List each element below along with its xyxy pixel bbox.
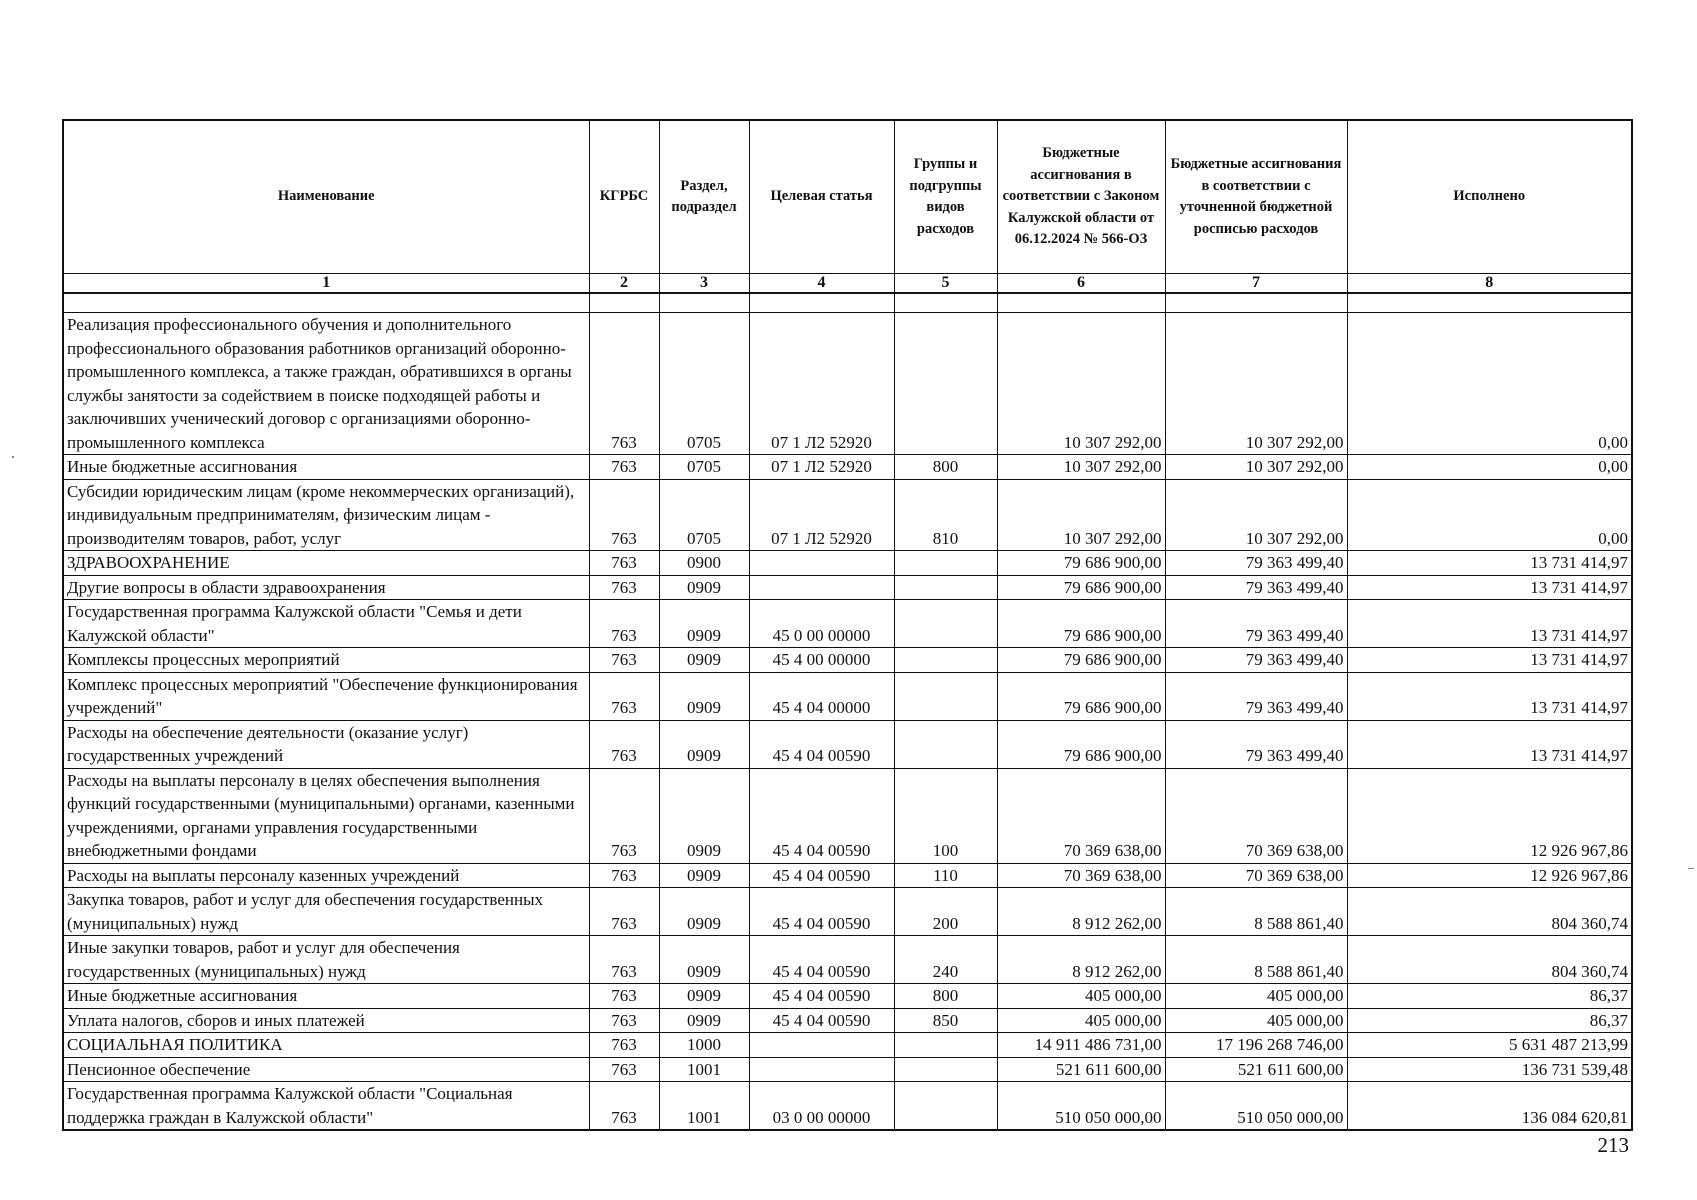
row-section: 0909	[659, 768, 749, 863]
row-target: 03 0 00 00000	[749, 1082, 894, 1131]
row-refined-allocation: 70 369 638,00	[1165, 863, 1347, 888]
row-kgrbs: 763	[589, 600, 659, 648]
row-law-allocation: 79 686 900,00	[997, 600, 1165, 648]
row-name: Субсидии юридическим лицам (кроме некоммерческих организаций), индивидуальным предпринимателям, физическим лицам - производителям товаров, работ, услуг	[63, 479, 589, 551]
row-section: 0705	[659, 313, 749, 455]
row-law-allocation: 510 050 000,00	[997, 1082, 1165, 1131]
table-row	[63, 768, 1632, 863]
column-number: 1	[63, 274, 589, 294]
row-law-allocation: 405 000,00	[997, 984, 1165, 1009]
row-refined-allocation: 79 363 499,40	[1165, 648, 1347, 673]
row-kgrbs: 763	[589, 768, 659, 863]
row-law-allocation: 10 307 292,00	[997, 455, 1165, 480]
row-refined-allocation: 521 611 600,00	[1165, 1057, 1347, 1082]
row-executed: 136 084 620,81	[1347, 1082, 1632, 1131]
row-target: 45 4 04 00590	[749, 984, 894, 1009]
row-refined-allocation: 10 307 292,00	[1165, 455, 1347, 480]
row-refined-allocation: 79 363 499,40	[1165, 672, 1347, 720]
row-section: 0900	[659, 551, 749, 576]
row-target	[749, 575, 894, 600]
row-section: 0909	[659, 1008, 749, 1033]
row-section: 0909	[659, 888, 749, 936]
table-row	[63, 1082, 1632, 1131]
row-law-allocation: 79 686 900,00	[997, 575, 1165, 600]
column-number: 4	[749, 274, 894, 294]
row-law-allocation: 521 611 600,00	[997, 1057, 1165, 1082]
header-group: Группы и подгруппы видов расходов	[894, 120, 997, 274]
row-section: 0909	[659, 648, 749, 673]
row-executed: 13 731 414,97	[1347, 648, 1632, 673]
row-name: Уплата налогов, сборов и иных платежей	[63, 1008, 589, 1033]
row-executed: 12 926 967,86	[1347, 768, 1632, 863]
row-name: Иные бюджетные ассигнования	[63, 984, 589, 1009]
column-number: 5	[894, 274, 997, 294]
row-refined-allocation: 79 363 499,40	[1165, 575, 1347, 600]
row-name: Реализация профессионального обучения и дополнительного профессионального образования работников организаций оборонно-промышленного комплекса, а также граждан, обратившихся в органы службы занятости за содействием в поиске подходящей работы и заключивших ученический договор с организациями оборонно-промышленного комплекса	[63, 313, 589, 455]
row-section: 1001	[659, 1082, 749, 1131]
row-refined-allocation: 405 000,00	[1165, 1008, 1347, 1033]
header-target: Целевая статья	[749, 120, 894, 274]
row-section: 0909	[659, 672, 749, 720]
row-kgrbs: 763	[589, 551, 659, 576]
row-name: Государственная программа Калужской области "Семья и дети Калужской области"	[63, 600, 589, 648]
row-law-allocation: 79 686 900,00	[997, 551, 1165, 576]
table-row	[63, 575, 1632, 600]
row-name: Расходы на обеспечение деятельности (оказание услуг) государственных учреждений	[63, 720, 589, 768]
row-executed: 804 360,74	[1347, 936, 1632, 984]
row-name: Комплекс процессных мероприятий "Обеспечение функционирования учреждений"	[63, 672, 589, 720]
row-name: ЗДРАВООХРАНЕНИЕ	[63, 551, 589, 576]
row-law-allocation: 70 369 638,00	[997, 768, 1165, 863]
row-kgrbs: 763	[589, 720, 659, 768]
row-refined-allocation: 70 369 638,00	[1165, 768, 1347, 863]
page-number: 213	[1597, 1133, 1629, 1157]
row-executed: 804 360,74	[1347, 888, 1632, 936]
row-target: 45 4 04 00590	[749, 888, 894, 936]
row-kgrbs: 763	[589, 984, 659, 1009]
row-section: 0909	[659, 575, 749, 600]
row-target: 45 4 04 00590	[749, 863, 894, 888]
row-refined-allocation: 79 363 499,40	[1165, 551, 1347, 576]
header-section: Раздел, подраздел	[659, 120, 749, 274]
table-row	[63, 551, 1632, 576]
table-row	[63, 479, 1632, 551]
row-target: 07 1 Л2 52920	[749, 455, 894, 480]
row-executed: 12 926 967,86	[1347, 863, 1632, 888]
header-law-allocation: Бюджетные ассигнования в соответствии с Законом Калужской области от 06.12.2024 № 566-ОЗ	[997, 120, 1165, 274]
column-number: 8	[1347, 274, 1632, 294]
row-law-allocation: 79 686 900,00	[997, 672, 1165, 720]
row-group	[894, 1057, 997, 1082]
row-group	[894, 1033, 997, 1058]
row-group: 100	[894, 768, 997, 863]
row-group: 810	[894, 479, 997, 551]
row-group: 850	[894, 1008, 997, 1033]
table-row	[63, 648, 1632, 673]
header-name: Наименование	[63, 120, 589, 274]
row-section: 0909	[659, 984, 749, 1009]
row-section: 0909	[659, 600, 749, 648]
row-executed: 0,00	[1347, 313, 1632, 455]
row-target: 45 0 00 00000	[749, 600, 894, 648]
row-section: 1001	[659, 1057, 749, 1082]
row-kgrbs: 763	[589, 1057, 659, 1082]
table-row	[63, 600, 1632, 648]
column-number: 7	[1165, 274, 1347, 294]
row-section: 0909	[659, 863, 749, 888]
row-kgrbs: 763	[589, 863, 659, 888]
row-kgrbs: 763	[589, 1008, 659, 1033]
column-number: 3	[659, 274, 749, 294]
table-row	[63, 888, 1632, 936]
row-refined-allocation: 510 050 000,00	[1165, 1082, 1347, 1131]
row-name: Другие вопросы в области здравоохранения	[63, 575, 589, 600]
row-target: 45 4 04 00000	[749, 672, 894, 720]
row-group	[894, 575, 997, 600]
table-row	[63, 984, 1632, 1009]
scan-artifact	[12, 456, 14, 458]
row-name: Иные бюджетные ассигнования	[63, 455, 589, 480]
column-number: 6	[997, 274, 1165, 294]
row-refined-allocation: 17 196 268 746,00	[1165, 1033, 1347, 1058]
row-target	[749, 1033, 894, 1058]
row-executed: 5 631 487 213,99	[1347, 1033, 1632, 1058]
row-group: 240	[894, 936, 997, 984]
row-section: 1000	[659, 1033, 749, 1058]
row-refined-allocation: 8 588 861,40	[1165, 936, 1347, 984]
row-group: 800	[894, 984, 997, 1009]
row-refined-allocation: 405 000,00	[1165, 984, 1347, 1009]
row-executed: 13 731 414,97	[1347, 551, 1632, 576]
row-law-allocation: 70 369 638,00	[997, 863, 1165, 888]
row-name: Расходы на выплаты персоналу казенных учреждений	[63, 863, 589, 888]
row-group	[894, 672, 997, 720]
row-executed: 0,00	[1347, 455, 1632, 480]
row-section: 0909	[659, 936, 749, 984]
table-body	[63, 274, 1632, 1131]
row-name: СОЦИАЛЬНАЯ ПОЛИТИКА	[63, 1033, 589, 1058]
table-row	[63, 313, 1632, 455]
row-refined-allocation: 8 588 861,40	[1165, 888, 1347, 936]
row-group	[894, 551, 997, 576]
row-name: Расходы на выплаты персоналу в целях обеспечения выполнения функций государственными (муниципальными) органами, казенными учреждениями, органами управления государственными внебюджетными фондами	[63, 768, 589, 863]
row-name: Комплексы процессных мероприятий	[63, 648, 589, 673]
row-kgrbs: 763	[589, 575, 659, 600]
row-group	[894, 1082, 997, 1131]
row-name: Государственная программа Калужской области "Социальная поддержка граждан в Калужской области"	[63, 1082, 589, 1131]
row-executed: 13 731 414,97	[1347, 575, 1632, 600]
row-group: 800	[894, 455, 997, 480]
row-group	[894, 648, 997, 673]
row-executed: 13 731 414,97	[1347, 672, 1632, 720]
row-kgrbs: 763	[589, 1033, 659, 1058]
row-law-allocation: 10 307 292,00	[997, 479, 1165, 551]
row-kgrbs: 763	[589, 313, 659, 455]
budget-table	[62, 119, 1633, 1131]
row-target	[749, 1057, 894, 1082]
row-target: 45 4 04 00590	[749, 1008, 894, 1033]
row-section: 0909	[659, 720, 749, 768]
column-number: 2	[589, 274, 659, 294]
row-kgrbs: 763	[589, 672, 659, 720]
row-group	[894, 600, 997, 648]
row-law-allocation: 8 912 262,00	[997, 888, 1165, 936]
row-executed: 13 731 414,97	[1347, 600, 1632, 648]
row-kgrbs: 763	[589, 1082, 659, 1131]
row-name: Закупка товаров, работ и услуг для обеспечения государственных (муниципальных) нужд	[63, 888, 589, 936]
row-group: 200	[894, 888, 997, 936]
spacer-row	[63, 293, 1632, 313]
row-law-allocation: 79 686 900,00	[997, 648, 1165, 673]
header-refined-allocation: Бюджетные ассигнования в соответствии с уточненной бюджетной росписью расходов	[1165, 120, 1347, 274]
row-group	[894, 720, 997, 768]
row-executed: 0,00	[1347, 479, 1632, 551]
row-kgrbs: 763	[589, 936, 659, 984]
row-law-allocation: 405 000,00	[997, 1008, 1165, 1033]
row-target: 45 4 00 00000	[749, 648, 894, 673]
table-row	[63, 936, 1632, 984]
row-refined-allocation: 10 307 292,00	[1165, 479, 1347, 551]
table-row	[63, 863, 1632, 888]
row-name: Пенсионное обеспечение	[63, 1057, 589, 1082]
row-kgrbs: 763	[589, 455, 659, 480]
row-executed: 13 731 414,97	[1347, 720, 1632, 768]
row-section: 0705	[659, 479, 749, 551]
row-refined-allocation: 10 307 292,00	[1165, 313, 1347, 455]
table-row	[63, 672, 1632, 720]
scan-artifact	[1688, 868, 1694, 869]
row-target: 45 4 04 00590	[749, 720, 894, 768]
row-law-allocation: 10 307 292,00	[997, 313, 1165, 455]
table-row	[63, 1033, 1632, 1058]
row-target: 45 4 04 00590	[749, 936, 894, 984]
row-section: 0705	[659, 455, 749, 480]
row-law-allocation: 8 912 262,00	[997, 936, 1165, 984]
row-target	[749, 551, 894, 576]
row-refined-allocation: 79 363 499,40	[1165, 720, 1347, 768]
row-refined-allocation: 79 363 499,40	[1165, 600, 1347, 648]
table-row	[63, 455, 1632, 480]
row-executed: 136 731 539,48	[1347, 1057, 1632, 1082]
row-kgrbs: 763	[589, 648, 659, 673]
table-row	[63, 1057, 1632, 1082]
row-kgrbs: 763	[589, 888, 659, 936]
row-target: 07 1 Л2 52920	[749, 313, 894, 455]
header-kgrbs: КГРБС	[589, 120, 659, 274]
row-executed: 86,37	[1347, 1008, 1632, 1033]
row-law-allocation: 79 686 900,00	[997, 720, 1165, 768]
row-executed: 86,37	[1347, 984, 1632, 1009]
row-target: 07 1 Л2 52920	[749, 479, 894, 551]
row-group	[894, 313, 997, 455]
column-number-row	[63, 274, 1632, 294]
row-kgrbs: 763	[589, 479, 659, 551]
row-name: Иные закупки товаров, работ и услуг для обеспечения государственных (муниципальных) нужд	[63, 936, 589, 984]
row-target: 45 4 04 00590	[749, 768, 894, 863]
row-law-allocation: 14 911 486 731,00	[997, 1033, 1165, 1058]
header-row	[63, 120, 1632, 274]
table-row	[63, 1008, 1632, 1033]
header-executed: Исполнено	[1347, 120, 1632, 274]
table-row	[63, 720, 1632, 768]
row-group: 110	[894, 863, 997, 888]
